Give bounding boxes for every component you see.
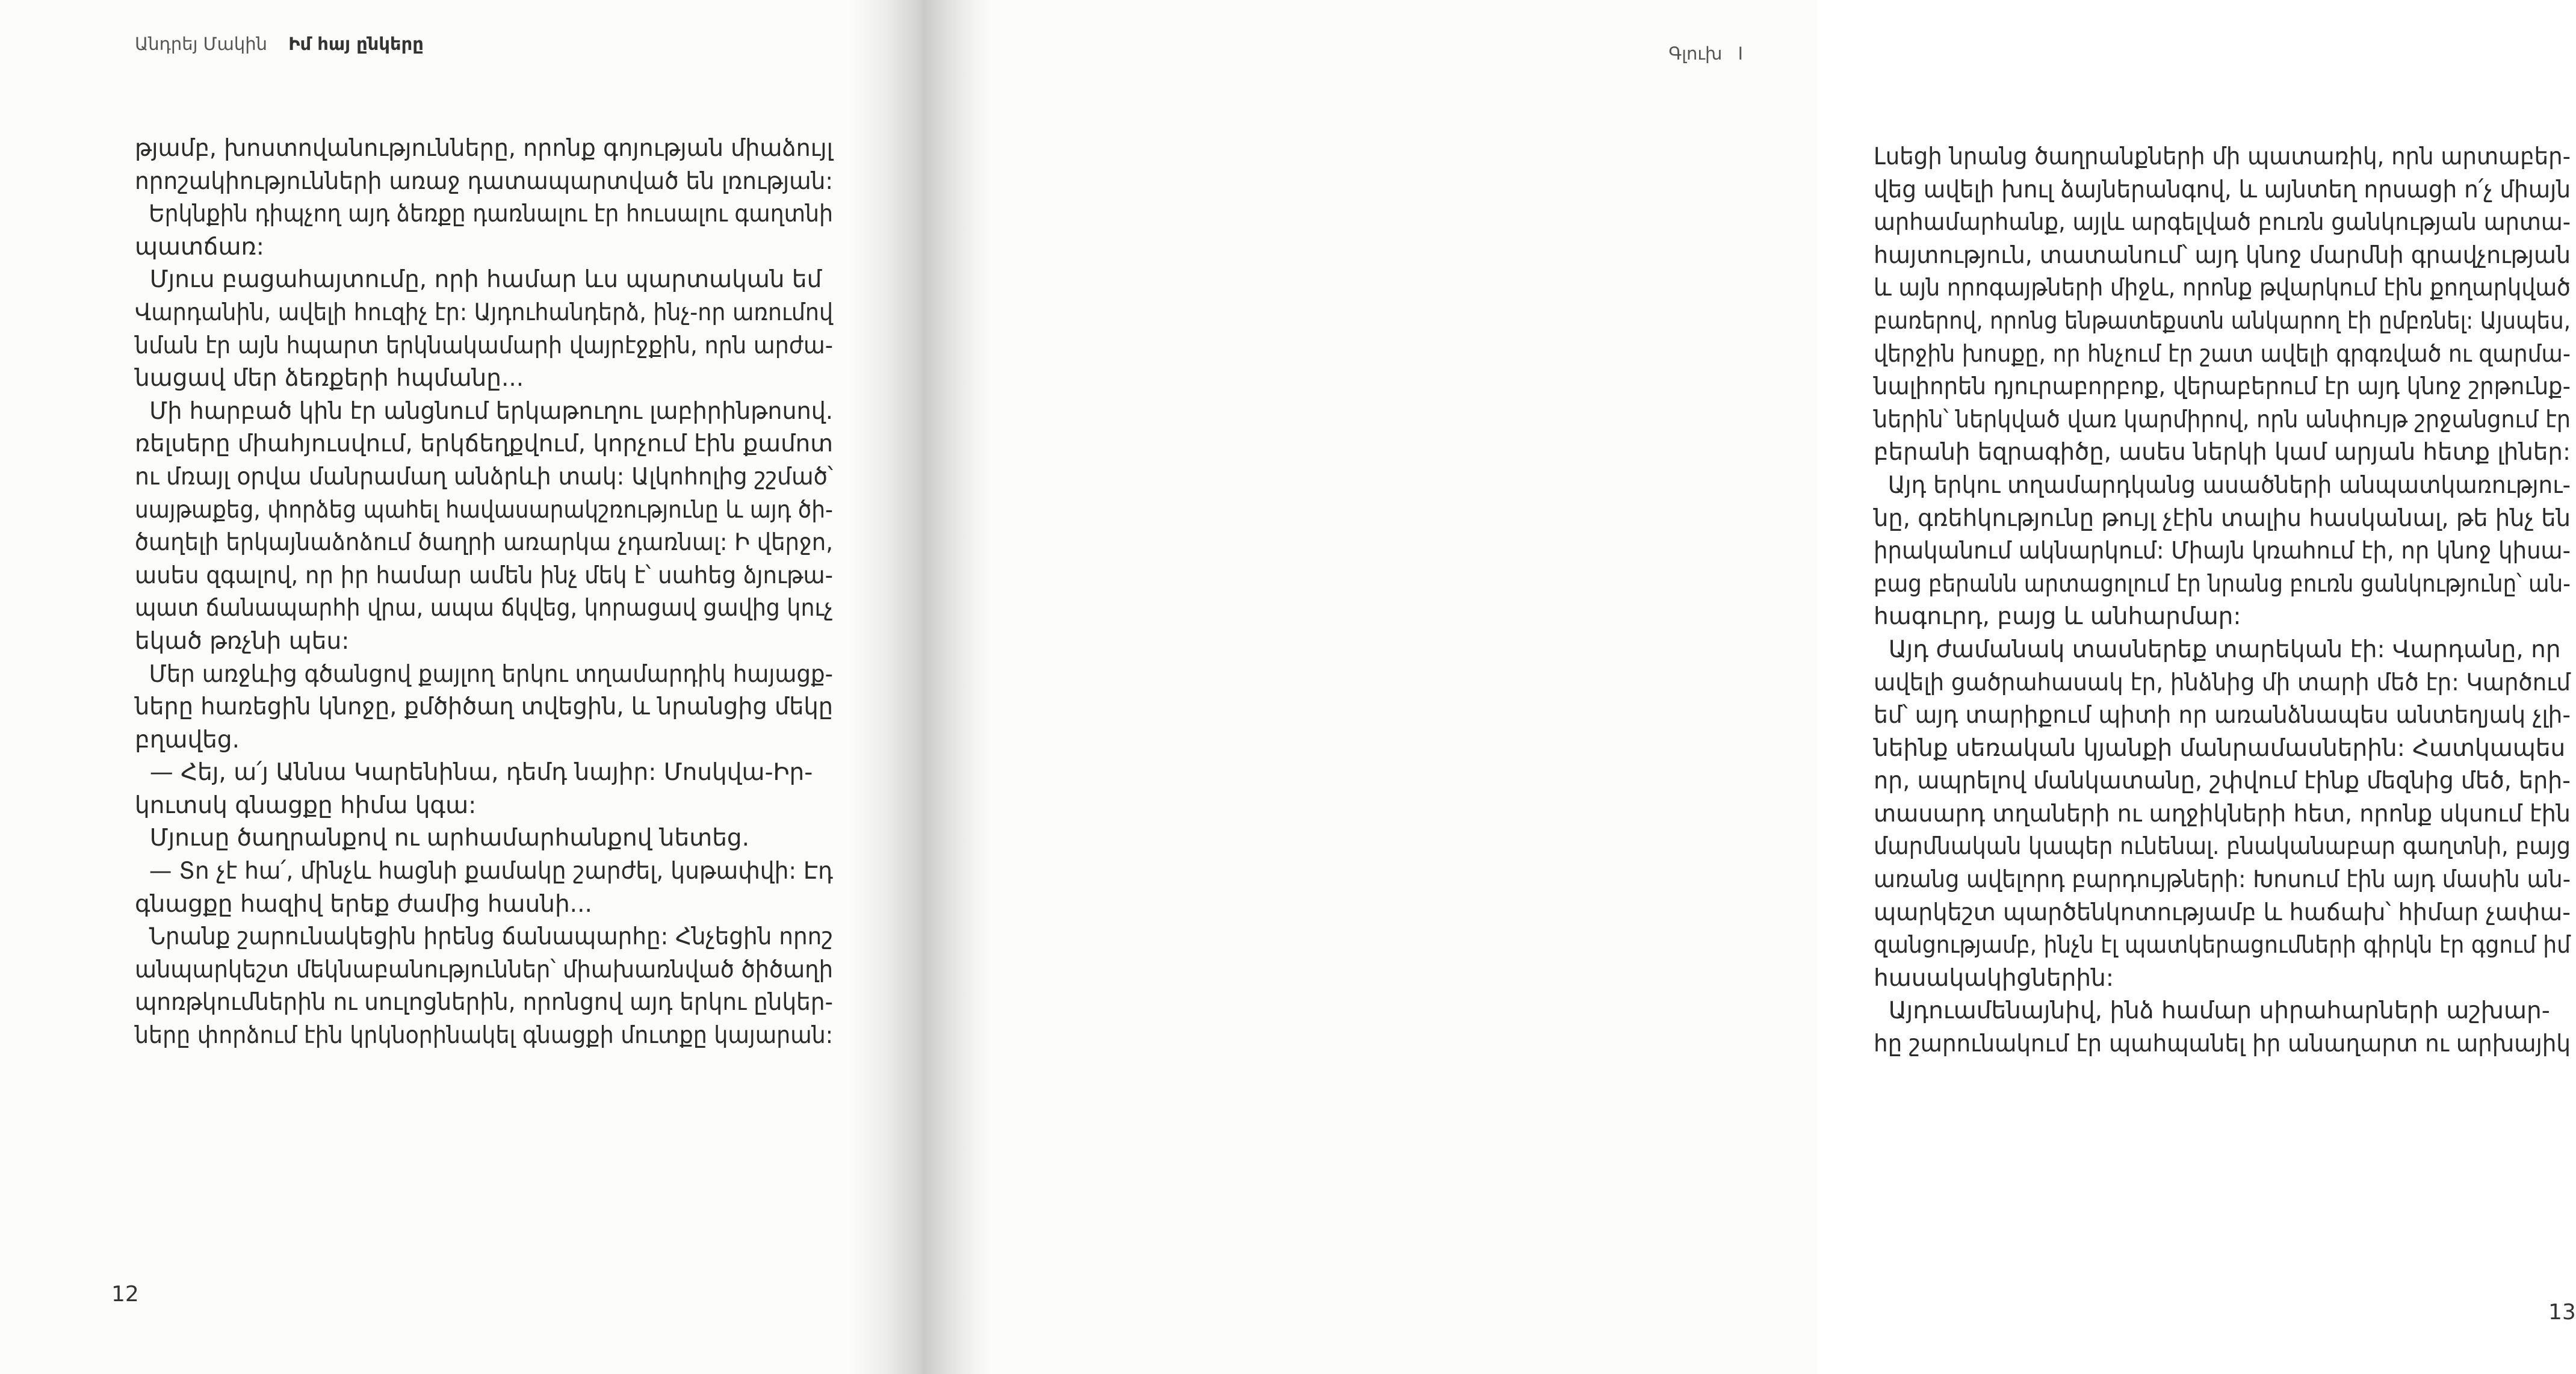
running-head-book-title: Իմ հայ ընկերը xyxy=(288,34,424,54)
text-line: բառերով, որոնց ենթատեքստն անկարող էի ըմբռնել: Այսպես, xyxy=(1874,307,2571,335)
right-page xyxy=(891,0,2576,1374)
text-line: հը շարունակում էր պահպանել իր անաղարտ ու արխայիկ xyxy=(1874,1030,2571,1058)
text-line: — Տո չէ հա՛, մինչև հացնի քամակը շարժել, կսթափվի: Էդ xyxy=(135,858,833,885)
text-line: Մյուս բացահայտումը, որի համար ևս պարտական եմ xyxy=(135,266,822,294)
text-line: որոշակիությունների առաջ դատապարտված են լռության: xyxy=(135,167,833,195)
left-page xyxy=(0,0,891,1374)
text-line: Երկնքին դիպչող այդ ձեռքը դառնալու էր հուսալու գաղտնի xyxy=(135,200,833,228)
text-line: պարկեշտ պարծենկոտությամբ և հաճախ՝ հիմար չափա- xyxy=(1874,899,2571,926)
text-line: ներին՝ ներկված վառ կարմիրով, որն անփույթ շրջանցում էր xyxy=(1874,406,2571,433)
text-line: և այն որոգայթների միջև, որոնք թվարկում էին քողարկված xyxy=(1874,274,2571,302)
text-line: առանց ավելորդ բարդույթների: Խոսում էին այդ մասին ան- xyxy=(1874,866,2571,894)
right-page-text xyxy=(1874,141,2571,1061)
text-line: պատճառ: xyxy=(135,233,264,261)
text-line: ծաղելի երկայնաձոձում ծաղրի առարկա չդառնալ: Ի վերջո, xyxy=(135,529,833,557)
running-head-right xyxy=(1668,43,1743,64)
page-number-left: 12 xyxy=(111,1282,139,1307)
text-line: անպարկեշտ մեկնաբանություններ՝ միախառնված ծիծաղի xyxy=(135,956,833,983)
text-line: ները հառեցին կնոջը, քմծիծաղ տվեցին, և նրանցից մեկը xyxy=(135,693,833,721)
text-line: նման էր այն հպարտ երկնակամարի վայրէջքին, որն արժա- xyxy=(135,332,833,359)
text-line: նալիորեն դյուրաբորբոք, վերաբերում էր այդ կնոջ շրթունք- xyxy=(1874,373,2571,401)
text-line: ները փորձում էին կրկնօրինակել գնացքի մուտքը կայարան: xyxy=(135,1022,833,1050)
text-line: նեինք սեռական կյանքի մանրամասներին: Հատկապես xyxy=(1874,734,2566,762)
page-number-right: 13 xyxy=(2548,1300,2576,1325)
running-head-chapter: Գլուխ xyxy=(1668,43,1723,64)
text-line: նացավ մեր ձեռքերի հպմանը... xyxy=(135,365,524,392)
text-line: ու մռայլ օրվա մանրամաղ անձրևի տակ: Ալկոհոլից շշմած՝ xyxy=(135,463,833,490)
text-line: նը, գռեհկությունը թույլ չէին տալիս հասկանալ, թե ինչ են xyxy=(1874,504,2571,532)
text-line: Մյուսը ծաղրանքով ու արհամարհանքով նետեց. xyxy=(135,825,750,852)
text-line: պատ ճանապարհի վրա, ապա ճկվեց, կորացավ ցավից կուչ xyxy=(135,595,833,622)
text-line: վեց ավելի խուլ ձայներանգով, և այնտեղ որսացի ո՛չ միայն xyxy=(1874,176,2571,203)
running-head-author: Անդրեյ Մակին xyxy=(135,34,268,54)
text-line: եկած թռչնի պես: xyxy=(135,627,350,655)
text-line: հասակակիցներին: xyxy=(1874,964,2114,992)
text-line: ասես զգալով, որ իր համար ամեն ինչ մեկ է՝ սահեց ձյութա- xyxy=(135,562,833,589)
text-line: Վարդանին, ավելի հուզիչ էր: Այդուհանդերձ, ինչ-որ առումով xyxy=(135,299,833,326)
text-line: թյամբ, խոստովանությունները, որոնք գոյության միաձույլ xyxy=(135,135,833,162)
text-line: Այդուամենայնիվ, ինձ համար սիրահարների աշխար- xyxy=(1874,997,2550,1025)
text-line: Մի հարբած կին էր անցնում երկաթուղու լաբիրինթոսով. xyxy=(135,397,833,425)
text-line: իրականում ակնարկում: Միայն կռահում էի, որ կնոջ կիսա- xyxy=(1874,537,2571,565)
text-line: — Հեյ, ա՛յ Աննա Կարենինա, դեմդ նայիր: Մոսկվա-Իր- xyxy=(135,759,813,787)
text-line: մարմնական կապեր ունենալ. բնականաբար գաղտնի, բայց xyxy=(1874,833,2571,861)
running-head-chapter-number: I xyxy=(1738,43,1743,64)
text-line: եմ՝ այդ տարիքում պիտի որ առանձնապես անտեղյակ չլի- xyxy=(1874,702,2571,729)
text-line: Այդ ժամանակ տասներեք տարեկան էի: Վարդանը, որ xyxy=(1874,636,2561,663)
text-line: Նրանք շարունակեցին իրենց ճանապարհը: Հնչեցին որոշ xyxy=(135,923,833,951)
text-line: Այդ երկու տղամարդկանց ասածների անպատկառությու- xyxy=(1874,471,2571,499)
text-line: արհամարհանք, այլև արգելված բուռն ցանկության արտա- xyxy=(1874,209,2571,237)
text-line: զանցությամբ, ինչն էլ պատկերացումների գիրկն էր գցում իմ xyxy=(1874,932,2571,959)
left-page-text xyxy=(135,132,833,1053)
text-line: կուտսկ գնացքը հիմա կգա: xyxy=(135,791,477,819)
running-head-left xyxy=(135,34,424,54)
text-line: հագուրդ, բայց և անհարմար: xyxy=(1874,603,2241,631)
text-line: որ, ապրելով մանկատանը, շփվում էինք մեզնից մեծ, երի- xyxy=(1874,767,2571,795)
text-line: բղավեց. xyxy=(135,726,240,754)
text-line: բերանի եզրագիծը, ասես ներկի կամ արյան հետք լիներ: xyxy=(1874,439,2571,466)
text-line: ռելսերը միահյուսվում, երկճեղքվում, կորչում էին քամոտ xyxy=(135,430,833,458)
text-line: տասարդ տղաների ու աղջիկների հետ, որոնք սկսում էին xyxy=(1874,800,2571,828)
text-line: Լսեցի նրանց ծաղրանքների մի պատառիկ, որն արտաբեր- xyxy=(1874,143,2571,170)
text-line: վերջին խոսքը, որ հնչում էր շատ ավելի գրգռված ու զարմա- xyxy=(1874,340,2571,368)
text-line: պոռթկումներին ու սուլոցներին, որոնցով այդ երկու ընկեր- xyxy=(135,989,833,1017)
text-line: հայտություն, տատանում՝ այդ կնոջ մարմնի գրավչության xyxy=(1874,241,2571,269)
text-line: բաց բերանն արտացոլում էր նրանց բուռն ցանկությունը՝ ան- xyxy=(1874,570,2571,598)
text-line: ավելի ցածրահասակ էր, ինձնից մի տարի մեծ էր: Կարծում xyxy=(1874,669,2571,696)
text-line: Մեր առջևից գծանցով քայլող երկու տղամարդիկ հայացք- xyxy=(135,660,833,688)
text-line: գնացքը հազիվ երեք ժամից հասնի... xyxy=(135,890,592,918)
text-line: սայթաքեց, փորձեց պահել հավասարակշռությունը և այդ ծի- xyxy=(135,496,833,524)
